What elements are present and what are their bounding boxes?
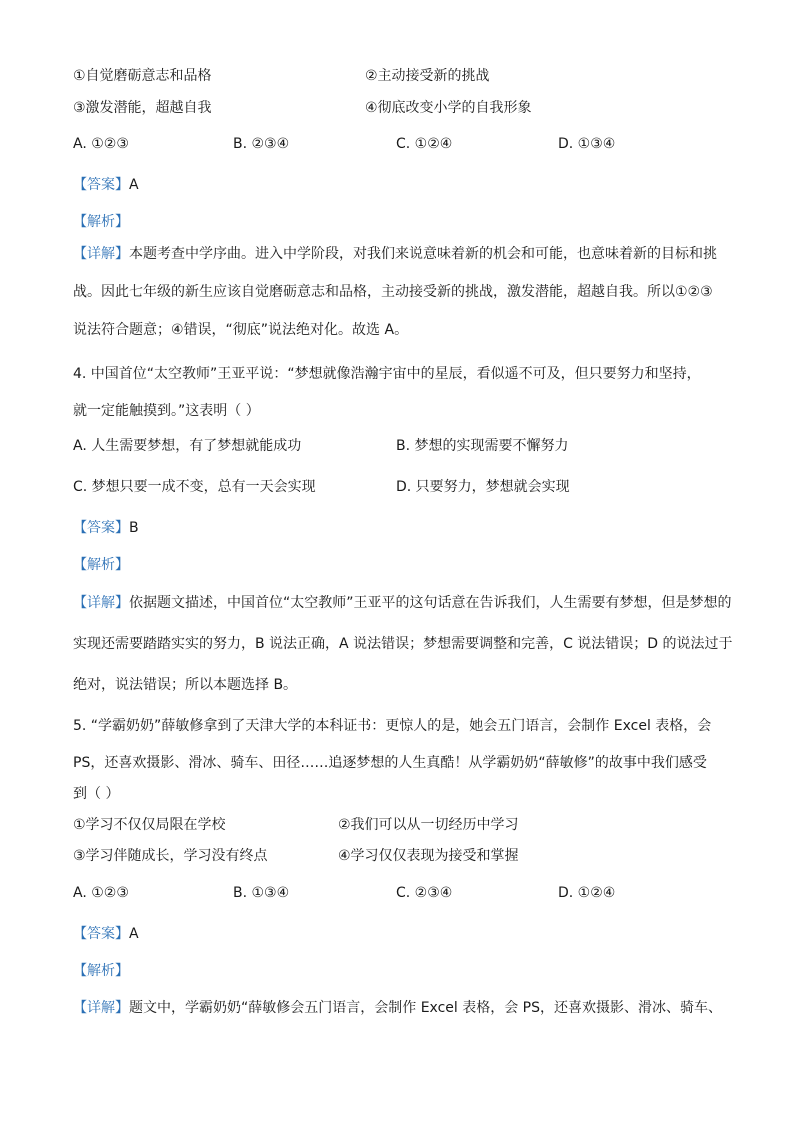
detail-text: 本题考查中学序曲。进入中学阶段，对我们来说意味着新的机会和可能，也意味着新的目标和挑 bbox=[129, 246, 717, 262]
q4-detail-line-1 bbox=[73, 593, 732, 613]
q3-choice-c: C. ①②④ bbox=[396, 136, 453, 152]
q5-stem-line-1: 5. “学霸奶奶”薛敏修拿到了天津大学的本科证书：更惊人的是，她会五门语言，会制作 Excel 表格，会 bbox=[73, 718, 712, 734]
q3-item-4: ④彻底改变小学的自我形象 bbox=[365, 100, 532, 116]
answer-tag: 【答案】 bbox=[73, 177, 129, 193]
answer-tag: 【答案】 bbox=[73, 520, 129, 536]
detail-tag: 【详解】 bbox=[73, 595, 129, 611]
q5-choice-a: A. ①②③ bbox=[73, 885, 129, 901]
q5-stem-line-2: PS，还喜欢摄影、滑冰、骑车、田径……追逐梦想的人生真酷！从学霸奶奶“薛敏修”的故事中我们感受 bbox=[73, 755, 707, 771]
q3-detail-line-1 bbox=[73, 244, 717, 264]
q5-item-1: ①学习不仅仅局限在学校 bbox=[73, 817, 226, 833]
q5-detail-line-1 bbox=[73, 998, 722, 1018]
q5-item-2: ②我们可以从一切经历中学习 bbox=[338, 817, 519, 833]
answer-value: B bbox=[129, 520, 139, 536]
q3-detail-line-2: 战。因此七年级的新生应该自觉磨砺意志和品格，主动接受新的挑战，激发潜能，超越自我。所以①②③ bbox=[73, 284, 713, 300]
q4-analysis-tag: 【解析】 bbox=[73, 557, 129, 573]
detail-text: 题文中，学霸奶奶“薛敏修会五门语言，会制作 Excel 表格，会 PS，还喜欢摄影、滑冰、骑车、 bbox=[129, 1000, 723, 1016]
q5-item-3: ③学习伴随成长，学习没有终点 bbox=[73, 848, 268, 864]
q4-choice-a: A. 人生需要梦想，有了梦想就能成功 bbox=[73, 438, 302, 454]
q5-choice-c: C. ②③④ bbox=[396, 885, 453, 901]
detail-text: 依据题文描述，中国首位“太空教师”王亚平的这句话意在告诉我们，人生需要有梦想，但是梦想的 bbox=[129, 595, 732, 611]
answer-tag: 【答案】 bbox=[73, 926, 129, 942]
q4-choice-b: B. 梦想的实现需要不懈努力 bbox=[396, 438, 569, 454]
q4-stem-line-1: 4. 中国首位“太空教师”王亚平说：“梦想就像浩瀚宇宙中的星辰，看似遥不可及，但只要努力和坚持， bbox=[73, 366, 701, 382]
q4-detail-line-2: 实现还需要踏踏实实的努力，B 说法正确，A 说法错误；梦想需要调整和完善，C 说法错误；D 的说法过于 bbox=[73, 636, 733, 652]
q4-stem-line-2: 就一定能触摸到。”这表明（ ） bbox=[73, 403, 260, 419]
q3-item-1: ①自觉磨砺意志和品格 bbox=[73, 68, 212, 84]
q3-item-2: ②主动接受新的挑战 bbox=[365, 68, 490, 84]
q5-stem-line-3: 到（ ） bbox=[73, 786, 120, 802]
q5-item-4: ④学习仅仅表现为接受和掌握 bbox=[338, 848, 519, 864]
q5-choice-b: B. ①③④ bbox=[233, 885, 290, 901]
q3-detail-line-3: 说法符合题意；④错误，“彻底”说法绝对化。故选 A。 bbox=[73, 322, 409, 338]
q3-choice-a: A. ①②③ bbox=[73, 136, 129, 152]
answer-value: A bbox=[129, 177, 139, 193]
q3-choice-d: D. ①③④ bbox=[558, 136, 616, 152]
q4-choice-d: D. 只要努力，梦想就会实现 bbox=[396, 479, 570, 495]
detail-tag: 【详解】 bbox=[73, 246, 129, 262]
q5-choice-d: D. ①②④ bbox=[558, 885, 616, 901]
q4-choice-c: C. 梦想只要一成不变，总有一天会实现 bbox=[73, 479, 316, 495]
q5-answer bbox=[73, 924, 139, 944]
q3-analysis-tag: 【解析】 bbox=[73, 214, 129, 230]
q3-choice-b: B. ②③④ bbox=[233, 136, 290, 152]
q5-analysis-tag: 【解析】 bbox=[73, 963, 129, 979]
q4-answer bbox=[73, 518, 139, 538]
detail-tag: 【详解】 bbox=[73, 1000, 129, 1016]
q3-answer bbox=[73, 175, 139, 195]
answer-value: A bbox=[129, 926, 139, 942]
q4-detail-line-3: 绝对，说法错误；所以本题选择 B。 bbox=[73, 677, 298, 693]
q3-item-3: ③激发潜能，超越自我 bbox=[73, 100, 212, 116]
